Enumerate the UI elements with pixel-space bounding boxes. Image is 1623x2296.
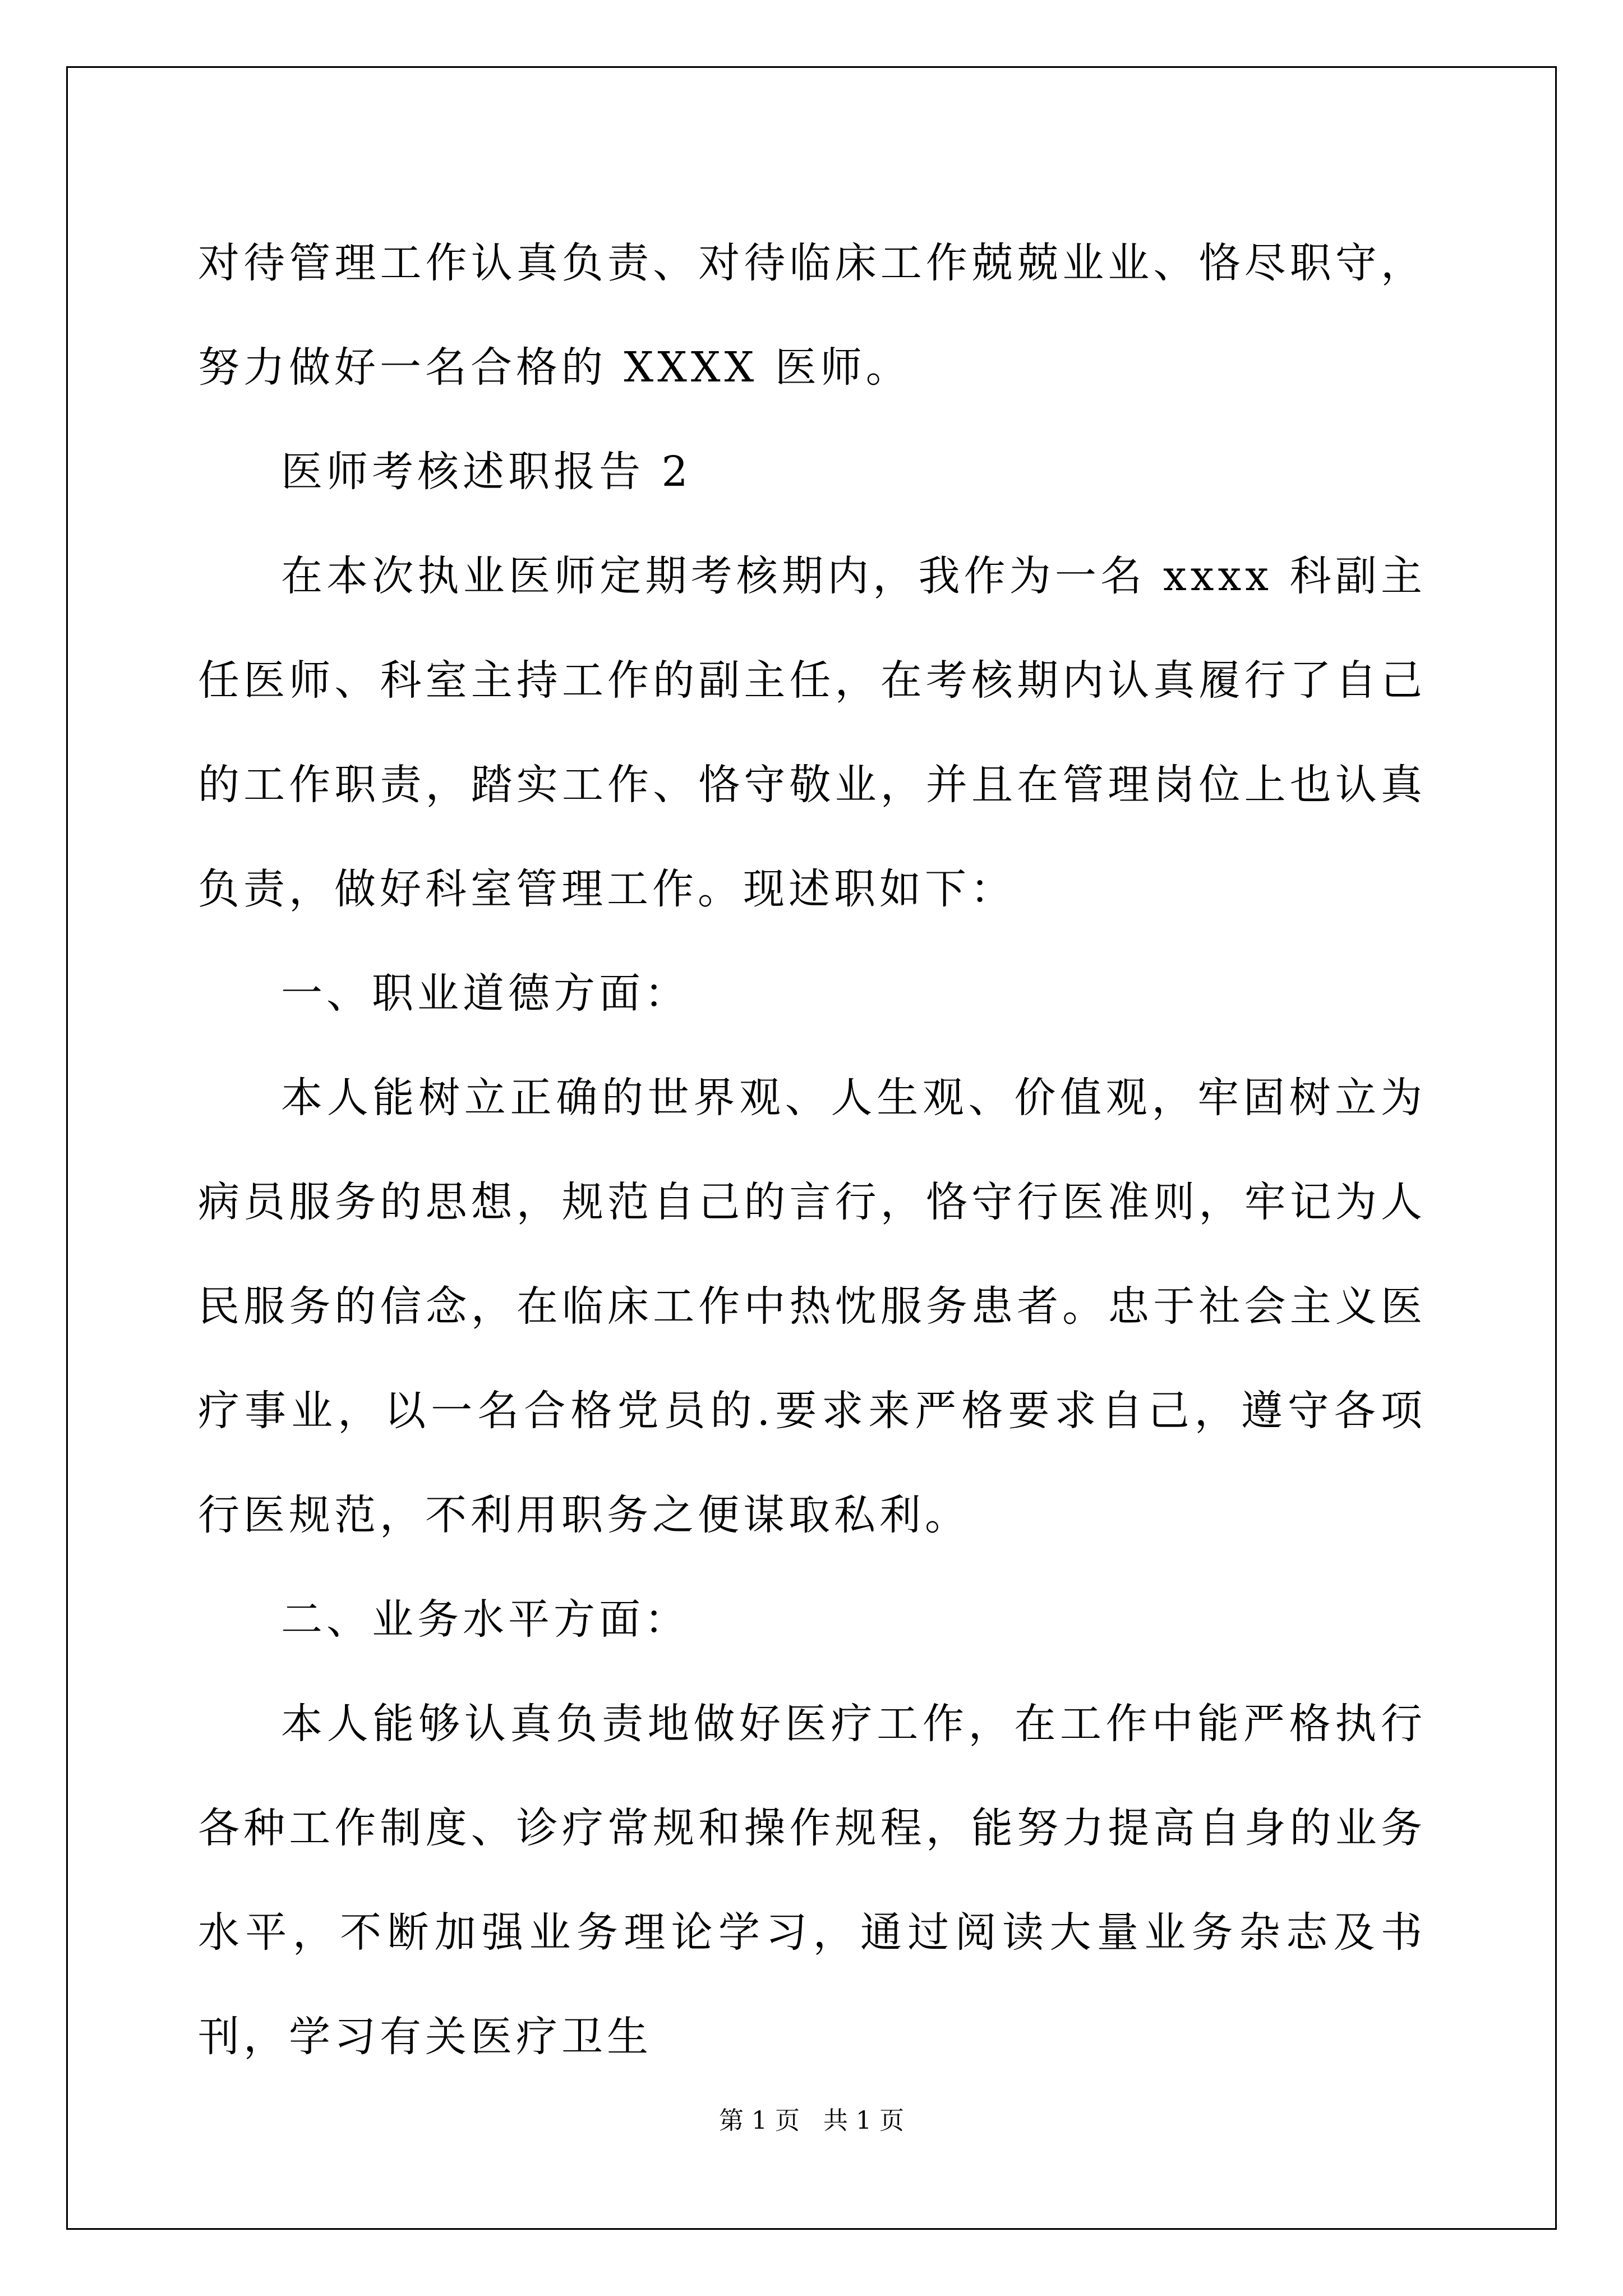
heading-skills: 二、业务水平方面：: [281, 1595, 690, 1644]
heading-ethics: 一、职业道德方面：: [281, 969, 690, 1018]
document-body: [198, 211, 1426, 2089]
paragraph-1: 对待管理工作认真负责、对待临床工作兢兢业业、恪尽职守，努力做好一名合格的 XXXX 医师。: [198, 239, 1426, 392]
page-footer: 第 1 页 共 1 页: [719, 2106, 904, 2135]
paragraph-intro: 在本次执业医师定期考核期内，我作为一名 xxxx 科副主任医师、科室主持工作的副主任，在考核期内认真履行了自己的工作职责，踏实工作、恪守敬业，并且在管理岗位上也认真负责，做好科室管理工作。现述职如下：: [198, 552, 1426, 913]
paragraph-ethics: 本人能树立正确的世界观、人生观、价值观，牢固树立为病员服务的思想，规范自己的言行，恪守行医准则，牢记为人民服务的信念，在临床工作中热忱服务患者。忠于社会主义医疗事业，以一名合格党员的.要求来严格要求自己，遵守各项行医规范，不利用职务之便谋取私利。: [198, 1074, 1426, 1539]
paragraph-skills: 本人能够认真负责地做好医疗工作，在工作中能严格执行各种工作制度、诊疗常规和操作规程，能努力提高自身的业务水平，不断加强业务理论学习，通过阅读大量业务杂志及书刊，学习有关医疗卫生: [198, 1700, 1426, 2061]
section-title: 医师考核述职报告 2: [281, 448, 692, 496]
